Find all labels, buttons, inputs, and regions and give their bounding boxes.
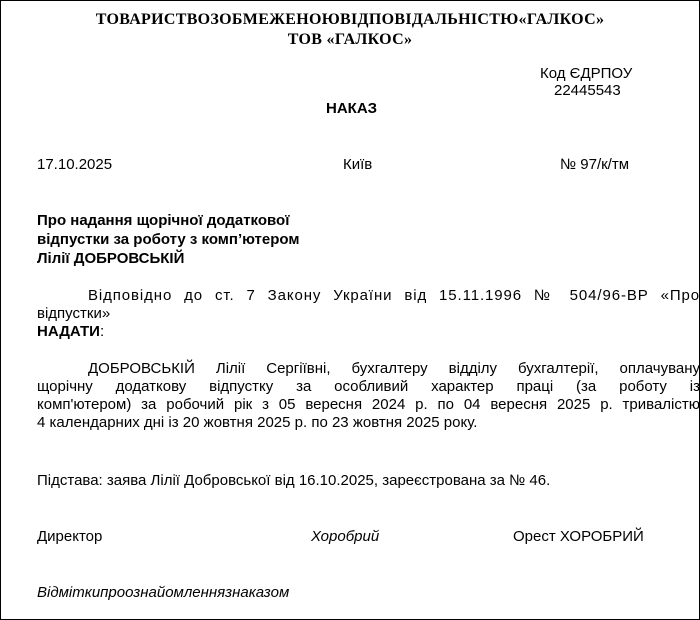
grant-line-2: щорічну додаткову відпустку за особливий характер праці (за роботу із (37, 378, 700, 395)
document-number: № 97/к/тм (560, 156, 630, 173)
document-type: НАКАЗ (326, 100, 378, 117)
signature-handwritten: Хоробрий (311, 528, 380, 545)
subject-line-1: Про надання щорічної додаткової (37, 212, 290, 229)
order-colon: : (99, 323, 105, 340)
basis-line-2: відпустки» (37, 305, 111, 322)
order-line (37, 323, 700, 341)
signature-position: Директор (37, 528, 103, 545)
grant-line-1: ДОБРОВСЬКІЙ Лілії Сергіївні, бухгалтеру відділу бухгалтерії, оплачувану (88, 360, 700, 377)
document-date: 17.10.2025 (37, 156, 113, 173)
edrpou-value: 22445543 (554, 82, 621, 99)
signatory-name: Орест ХОРОБРИЙ (513, 528, 644, 545)
subject-line-2: відпустки за роботу з комп’ютером (37, 231, 300, 248)
organization-short-name: ТОВ «ГАЛКОС» (287, 31, 413, 48)
organization-full-name: ТОВАРИСТВОЗОБМЕЖЕНОЮВІДПОВІДАЛЬНІСТЮ«ГАЛКОС» (95, 11, 605, 28)
grant-line-3: комп'ютером) за робочий рік з 05 вересня 2024 р. по 04 вересня 2025 р. тривалістю (37, 396, 700, 413)
grounds-text: Підстава: заява Лілії Добровської від 16.10.2025, зареєстрована за № 46. (37, 472, 551, 489)
basis-paragraph (37, 287, 700, 341)
subject-line-3: Лілії ДОБРОВСЬКІЙ (37, 250, 185, 267)
grant-line-4: 4 календарних дні із 20 жовтня 2025 р. по 23 жовтня 2025 року. (37, 414, 478, 431)
order-word: НАДАТИ (37, 323, 100, 340)
acknowledgement-label: Відміткипроознайомленнязнаказом (37, 584, 290, 601)
basis-line-1: Відповідно до ст. 7 Закону України від 15.11.1996 № 504/96-ВР «Про (88, 287, 700, 304)
grant-paragraph (37, 360, 700, 432)
edrpou-label: Код ЄДРПОУ (540, 65, 633, 82)
document-city: Київ (343, 156, 373, 173)
